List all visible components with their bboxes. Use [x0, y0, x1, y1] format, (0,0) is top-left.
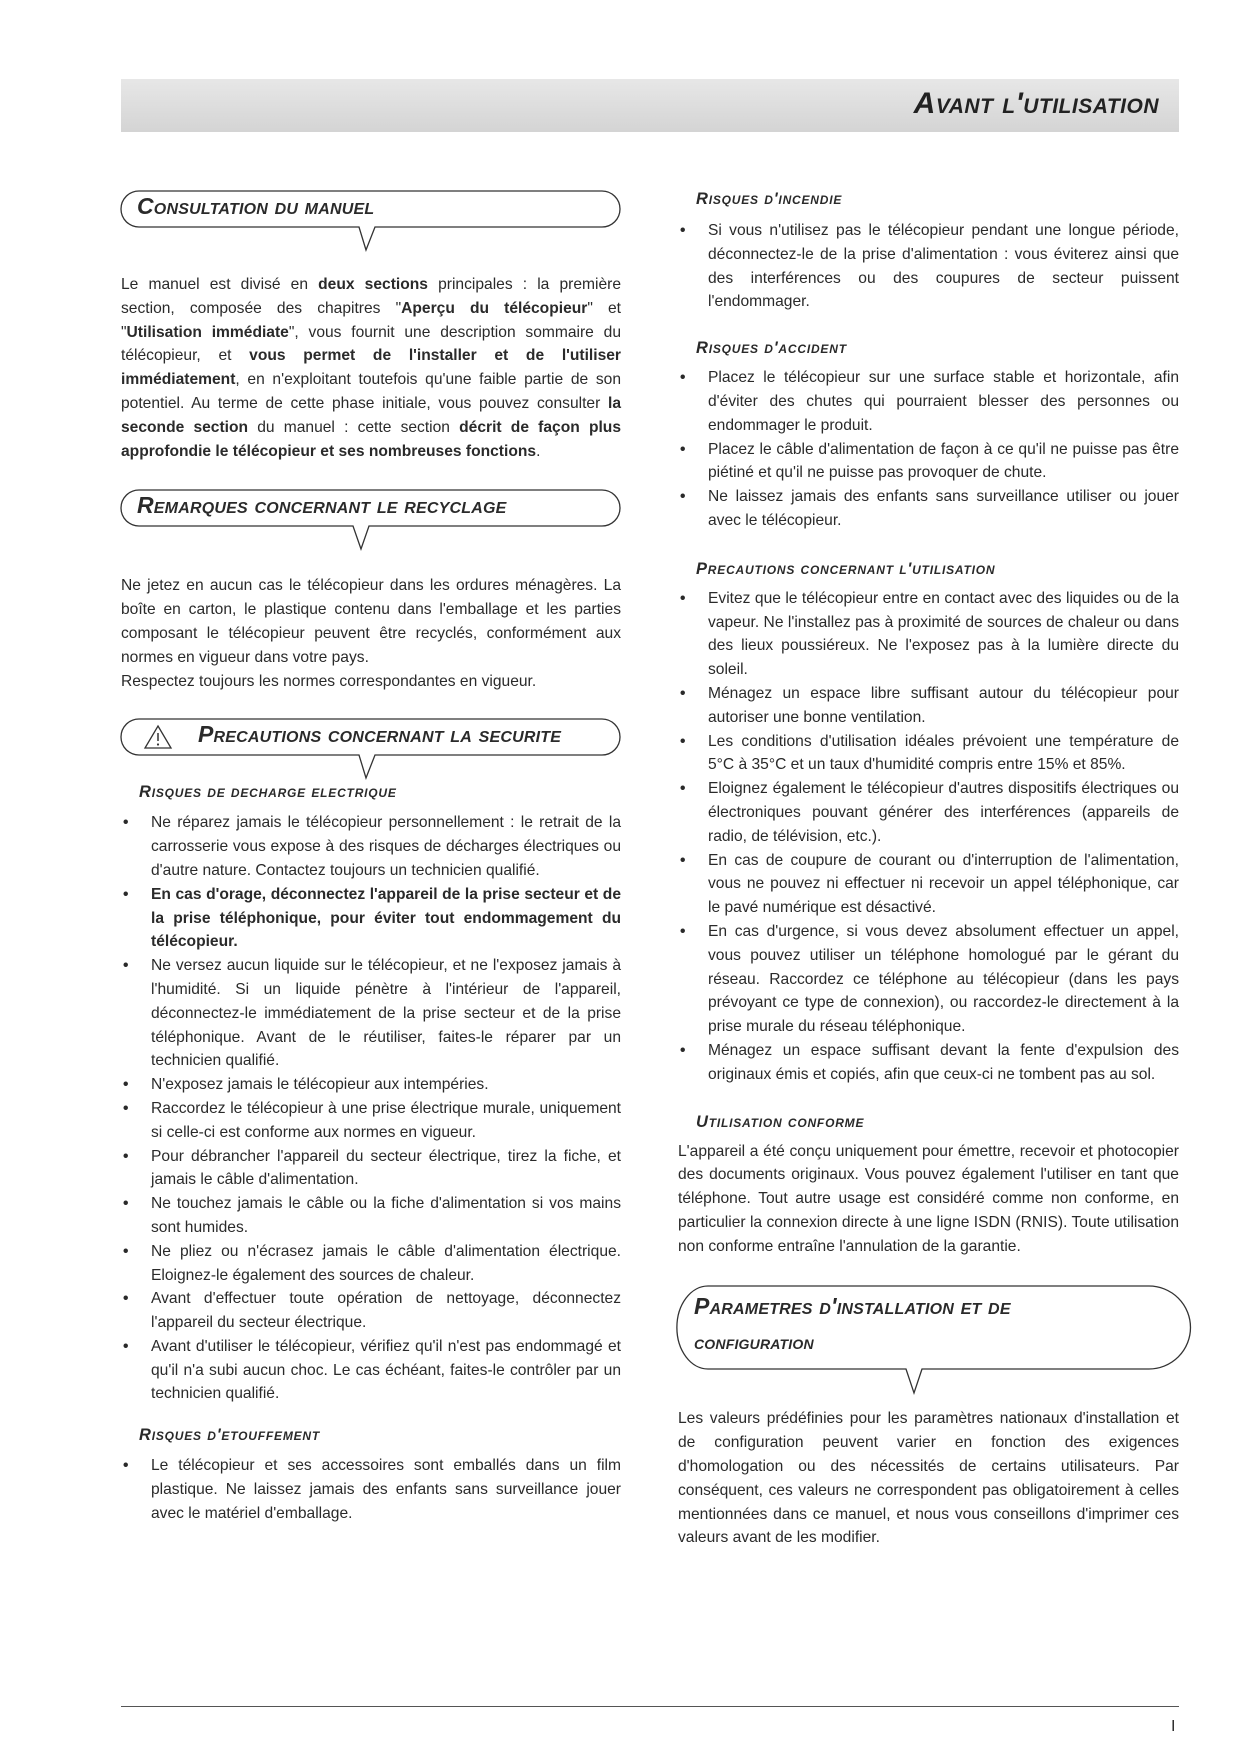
bullet-list — [678, 219, 1179, 314]
list-item: • Avant d'effectuer toute opération de nettoyage, déconnectez l'appareil du secteur électrique. — [121, 1287, 621, 1335]
text-run: " et " — [121, 299, 622, 341]
footer-rule — [121, 1706, 1179, 1707]
list-item: • Ne versez aucun liquide sur le télécopieur, et ne l'exposez jamais à l'humidité. Si un liquide pénètre à l'intérieur de l'appareil, déconnectez-le immédiatement de la prise secteur et de la prise téléphonique. Avant de le réutiliser, faites-le réparer par un technicien qualifié. — [121, 954, 621, 1073]
bullet-list — [678, 366, 1179, 533]
list-item: • Le télécopieur et ses accessoires sont emballés dans un film plastique. Ne laissez jamais des enfants sans surveillance jouer avec le matériel d'emballage. — [121, 1454, 621, 1525]
list-item: • Evitez que le télécopieur entre en contact avec des liquides ou de la vapeur. Ne l'installez pas à proximité de sources de chaleur ou dans des lieux poussiéreux. Ne l'exposez pas à la lumière directe du soleil. — [678, 587, 1179, 682]
text-run: , en n'exploitant toutefois qu'une faible partie de son potentiel. Au terme de cette phase initiale, vous pouvez consulter — [121, 371, 621, 412]
section-title: Consultation du manuel — [137, 193, 375, 219]
list-item: • Ne touchez jamais le câble ou la fiche d'alimentation si vos mains sont humides. — [121, 1192, 621, 1240]
subsection-heading: Risques de decharge electrique — [139, 783, 397, 802]
section-title-line2: configuration — [694, 1332, 814, 1355]
section-heading-securite — [121, 718, 621, 756]
text-run: Le manuel est divisé en — [121, 276, 319, 293]
right-column — [678, 190, 1179, 1550]
list-item: • Ne laissez jamais des enfants sans surveillance utiliser ou jouer avec le télécopieur. — [678, 485, 1179, 533]
section-paragraph: Les valeurs prédéfinies pour les paramètres nationaux d'installation et de configuration peuvent varier en fonction des exigences d'homologation ou des nécessités de certains utilisateurs. Par conséquent, ces valeurs ne correspondent pas obligatoirement à celles mentionnées dans ce manuel, et nous vous conseillons d'imprimer ces valeurs avant de les modifier. — [678, 1410, 1179, 1547]
section-heading-consultation — [121, 190, 621, 228]
list-item: • Placez le câble d'alimentation de façon à ce qu'il ne puisse pas être piétiné et qu'il ne puisse pas provoquer de chute. — [678, 438, 1179, 486]
bullet-list — [121, 1454, 621, 1525]
bullet-list — [678, 587, 1179, 1087]
list-item: • Ne pliez ou n'écrasez jamais le câble d'alimentation électrique. Eloignez-le également des sources de chaleur. — [121, 1240, 621, 1288]
section-heading-recyclage — [121, 489, 621, 527]
warning-triangle-icon — [143, 724, 173, 750]
bold-text: Utilisation immédiate — [126, 323, 289, 341]
bold-text: deux sections — [318, 276, 428, 293]
bold-text: la seconde section — [121, 394, 621, 436]
list-item: • En cas d'urgence, si vous devez absolument effectuer un appel, vous pouvez utiliser un téléphone homologué par le gérant du réseau. Raccordez ce téléphone au télécopieur (dans les pays prévoyant ce type de connexion), ou raccordez-le directement à la prise murale du réseau téléphonique. — [678, 920, 1179, 1039]
subsection-heading: Risques d'incendie — [696, 190, 843, 208]
bullet-list — [121, 811, 621, 1406]
list-item: • Avant d'utiliser le télécopieur, vérifiez qu'il n'est pas endommagé et qu'il n'a subi aucun choc. Le cas échéant, faites-le contrôler par un technicien qualifié. — [121, 1335, 621, 1406]
page-title: Avant l'utilisation — [913, 87, 1159, 120]
subsection-heading: Precautions concernant l'utilisation — [696, 559, 996, 578]
section-title: Remarques concernant le recyclage — [137, 492, 507, 519]
section-heading-parametres — [678, 1285, 1179, 1369]
list-item: • Eloignez également le télécopieur d'autres dispositifs électriques ou électroniques pouvant générer des interférences (appareils de radio, de télévision, etc.). — [678, 777, 1179, 848]
list-item: • Ménagez un espace suffisant devant la fente d'expulsion des originaux émis et copiés, afin que ceux-ci ne tombent pas au sol. — [678, 1039, 1179, 1087]
bold-text: Aperçu du télécopieur — [401, 299, 588, 317]
list-item: • Les conditions d'utilisation idéales prévoient une température de 5°C à 35°C et un taux d'humidité compris entre 15% et 85%. — [678, 730, 1179, 778]
list-item: • Placez le télécopieur sur une surface stable et horizontale, afin d'éviter des chutes qui pourraient blesser des personnes ou endommager le produit. — [678, 366, 1179, 437]
list-item: • Ne réparez jamais le télécopieur personnellement : le retrait de la carrosserie vous expose à des risques de décharges électriques ou d'autre nature. Contactez toujours un technicien qualifié. — [121, 811, 621, 882]
list-item: • N'exposez jamais le télécopieur aux intempéries. — [121, 1073, 621, 1097]
subsection-heading: Utilisation conforme — [696, 1112, 865, 1131]
page-header — [121, 79, 1179, 132]
text-run: principales : la première section, composée des chapitres " — [121, 276, 622, 317]
list-item: • Si vous n'utilisez pas le télécopieur pendant une longue période, déconnectez-le de la prise d'alimentation : vous éviterez ainsi que des interférences ou des coupures de secteur puissent l'endommager. — [678, 219, 1179, 314]
text-run: . — [536, 442, 541, 460]
text-run: du manuel : cette section — [248, 418, 460, 436]
section-paragraph — [121, 273, 621, 463]
list-item: • En cas de coupure de courant ou d'interruption de l'alimentation, vous ne pouvez ni effectuer ni recevoir un appel téléphonique, car le pavé numérique est désactivé. — [678, 849, 1179, 920]
text-run: ", vous fournit une description sommaire du télécopieur, et — [121, 323, 621, 365]
bold-text: vous permet de l'installer et de l'utiliser immédiatement — [121, 347, 621, 389]
bold-text: décrit de façon plus approfondie le télécopieur et ses nombreuses fonctions — [121, 418, 621, 460]
list-item: • Ménagez un espace libre suffisant autour du télécopieur pour autoriser une bonne ventilation. — [678, 682, 1179, 730]
page-number: I — [1171, 1718, 1176, 1735]
section-paragraph: Ne jetez en aucun cas le télécopieur dans les ordures ménagères. La boîte en carton, le plastique contenu dans l'emballage et les parties composant le télécopieur peuvent être recyclés, conformément aux normes en vigueur dans votre pays. — [121, 577, 621, 666]
subsection-heading: Risques d'etouffement — [139, 1426, 321, 1445]
section-paragraph: L'appareil a été conçu uniquement pour émettre, recevoir et photocopier des documents originaux. Vous pouvez également l'utiliser en tant que téléphone. Tout autre usage est considéré comme non conforme, en particulier la connexion directe à une ligne ISDN (RNIS). Toute utilisation non conforme entraîne l'annulation de la garantie. — [678, 1142, 1179, 1255]
section-title: Parametres d'installation et de — [694, 1293, 1011, 1320]
list-item: • Pour débrancher l'appareil du secteur électrique, tirez la fiche, et jamais le câble d'alimentation. — [121, 1145, 621, 1193]
section-title: Precautions concernant la securite — [198, 721, 562, 748]
section-paragraph: Respectez toujours les normes correspondantes en vigueur. — [121, 672, 537, 690]
subsection-heading: Risques d'accident — [696, 339, 847, 358]
list-item: • Raccordez le télécopieur à une prise électrique murale, uniquement si celle-ci est conforme aux normes en vigueur. — [121, 1097, 621, 1145]
left-column — [121, 190, 621, 1526]
list-item: • En cas d'orage, déconnectez l'appareil de la prise secteur et de la prise téléphonique, pour éviter tout endommagement du télécopieur. — [121, 883, 621, 954]
